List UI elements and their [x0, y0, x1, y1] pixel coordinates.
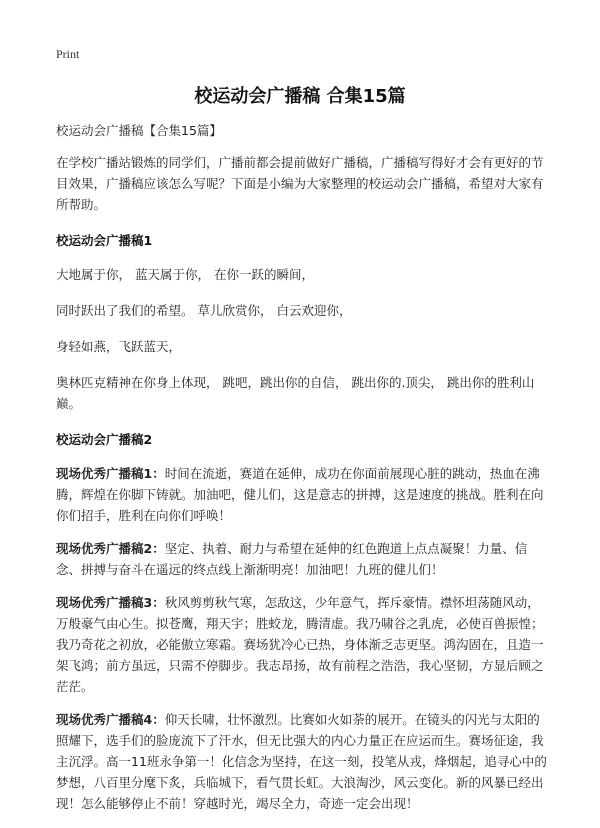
page-title: 校运动会广播稿 合集15篇	[194, 86, 406, 107]
section1-line-1: 大地属于你， 蓝天属于你， 在你一跃的瞬间，	[56, 267, 314, 282]
article-body	[56, 120, 550, 826]
print-link[interactable]: Print	[56, 47, 80, 61]
section-heading-1: 校运动会广播稿1	[56, 233, 153, 248]
broadcast-item-1-text: 时间在流逝，赛道在延伸，成功在你面前展现心脏的跳动，热血在沸腾，辉煌在你脚下铸就。加油吧，健儿们，这是意志的拼搏，这是速度的挑战。胜利在向你们招手，胜利在向你们呼唤！	[56, 466, 544, 523]
intro-paragraph: 在学校广播站锻炼的同学们，广播前都会提前做好广播稿，广播稿写得好才会有更好的节目效果，广播稿应该怎么写呢？下面是小编为大家整理的校运动会广播稿，希望对大家有所帮助。	[56, 155, 544, 212]
broadcast-item-2-text: 坚定、执着、耐力与希望在延伸的红色跑道上点点凝聚！力量、信念、拼搏与奋斗在遥远的终点线上渐渐明亮！加油吧！九班的健儿们！	[56, 541, 528, 577]
broadcast-item-4-text: 仰天长啸，壮怀激烈。比赛如火如荼的展开。在镜头的闪光与太阳的照耀下，选手们的脸庞流下了汗水，但无比强大的内心力量正在应运而生。赛场征途，我主沉浮。高一11班永争第一！化信念为坚持，在这一刻，投笔从戎，烽烟起，追寻心中的梦想，八百里分麾下炙，兵临城下，看气贯长虹。大浪淘沙，风云变化。新的风暴已经出现！怎么能够停止不前！穿越时光，竭尽全力，奇迹一定会出现！	[56, 712, 547, 811]
broadcast-item-1-lead: 现场优秀广播稿1：	[56, 466, 165, 481]
section1-line-3: 身轻如燕，飞跃蓝天，	[56, 339, 182, 354]
section1-line-2: 同时跃出了我们的希望。 草儿欣赏你， 白云欢迎你，	[56, 303, 352, 318]
broadcast-item-4	[56, 709, 550, 814]
section1-line-4: 奥林匹克精神在你身上体现， 跳吧，跳出你的自信， 跳出你的.顶尖， 跳出你的胜利山巅。	[56, 375, 535, 411]
article-subtitle: 校运动会广播稿【合集15篇】	[56, 123, 222, 138]
broadcast-item-1	[56, 463, 550, 526]
broadcast-item-4-lead: 现场优秀广播稿4：	[56, 712, 165, 727]
broadcast-item-3	[56, 592, 550, 697]
broadcast-item-2-lead: 现场优秀广播稿2：	[56, 541, 165, 556]
section-heading-2: 校运动会广播稿2	[56, 432, 153, 447]
broadcast-item-3-lead: 现场优秀广播稿3：	[56, 595, 165, 610]
broadcast-item-2	[56, 538, 550, 580]
broadcast-item-3-text: 秋风剪剪秋气寒，怎敌这，少年意气，挥斥豪情。襟怀坦荡随风动，万般豪气由心生。拟苍鹰，翔天宇；胜蛟龙，腾清虚。我乃啸谷之乳虎，必使百兽振惶；我乃奇花之初放，必能傲立寒霜。赛场犹冷心已热，身体渐乏志更坚。鸿沟固在，且造一架飞鸿；前方虽远，只需不停脚步。我志昂扬，故有前程之浩浩，我心坚韧，方显后顾之茫茫。	[56, 595, 544, 694]
